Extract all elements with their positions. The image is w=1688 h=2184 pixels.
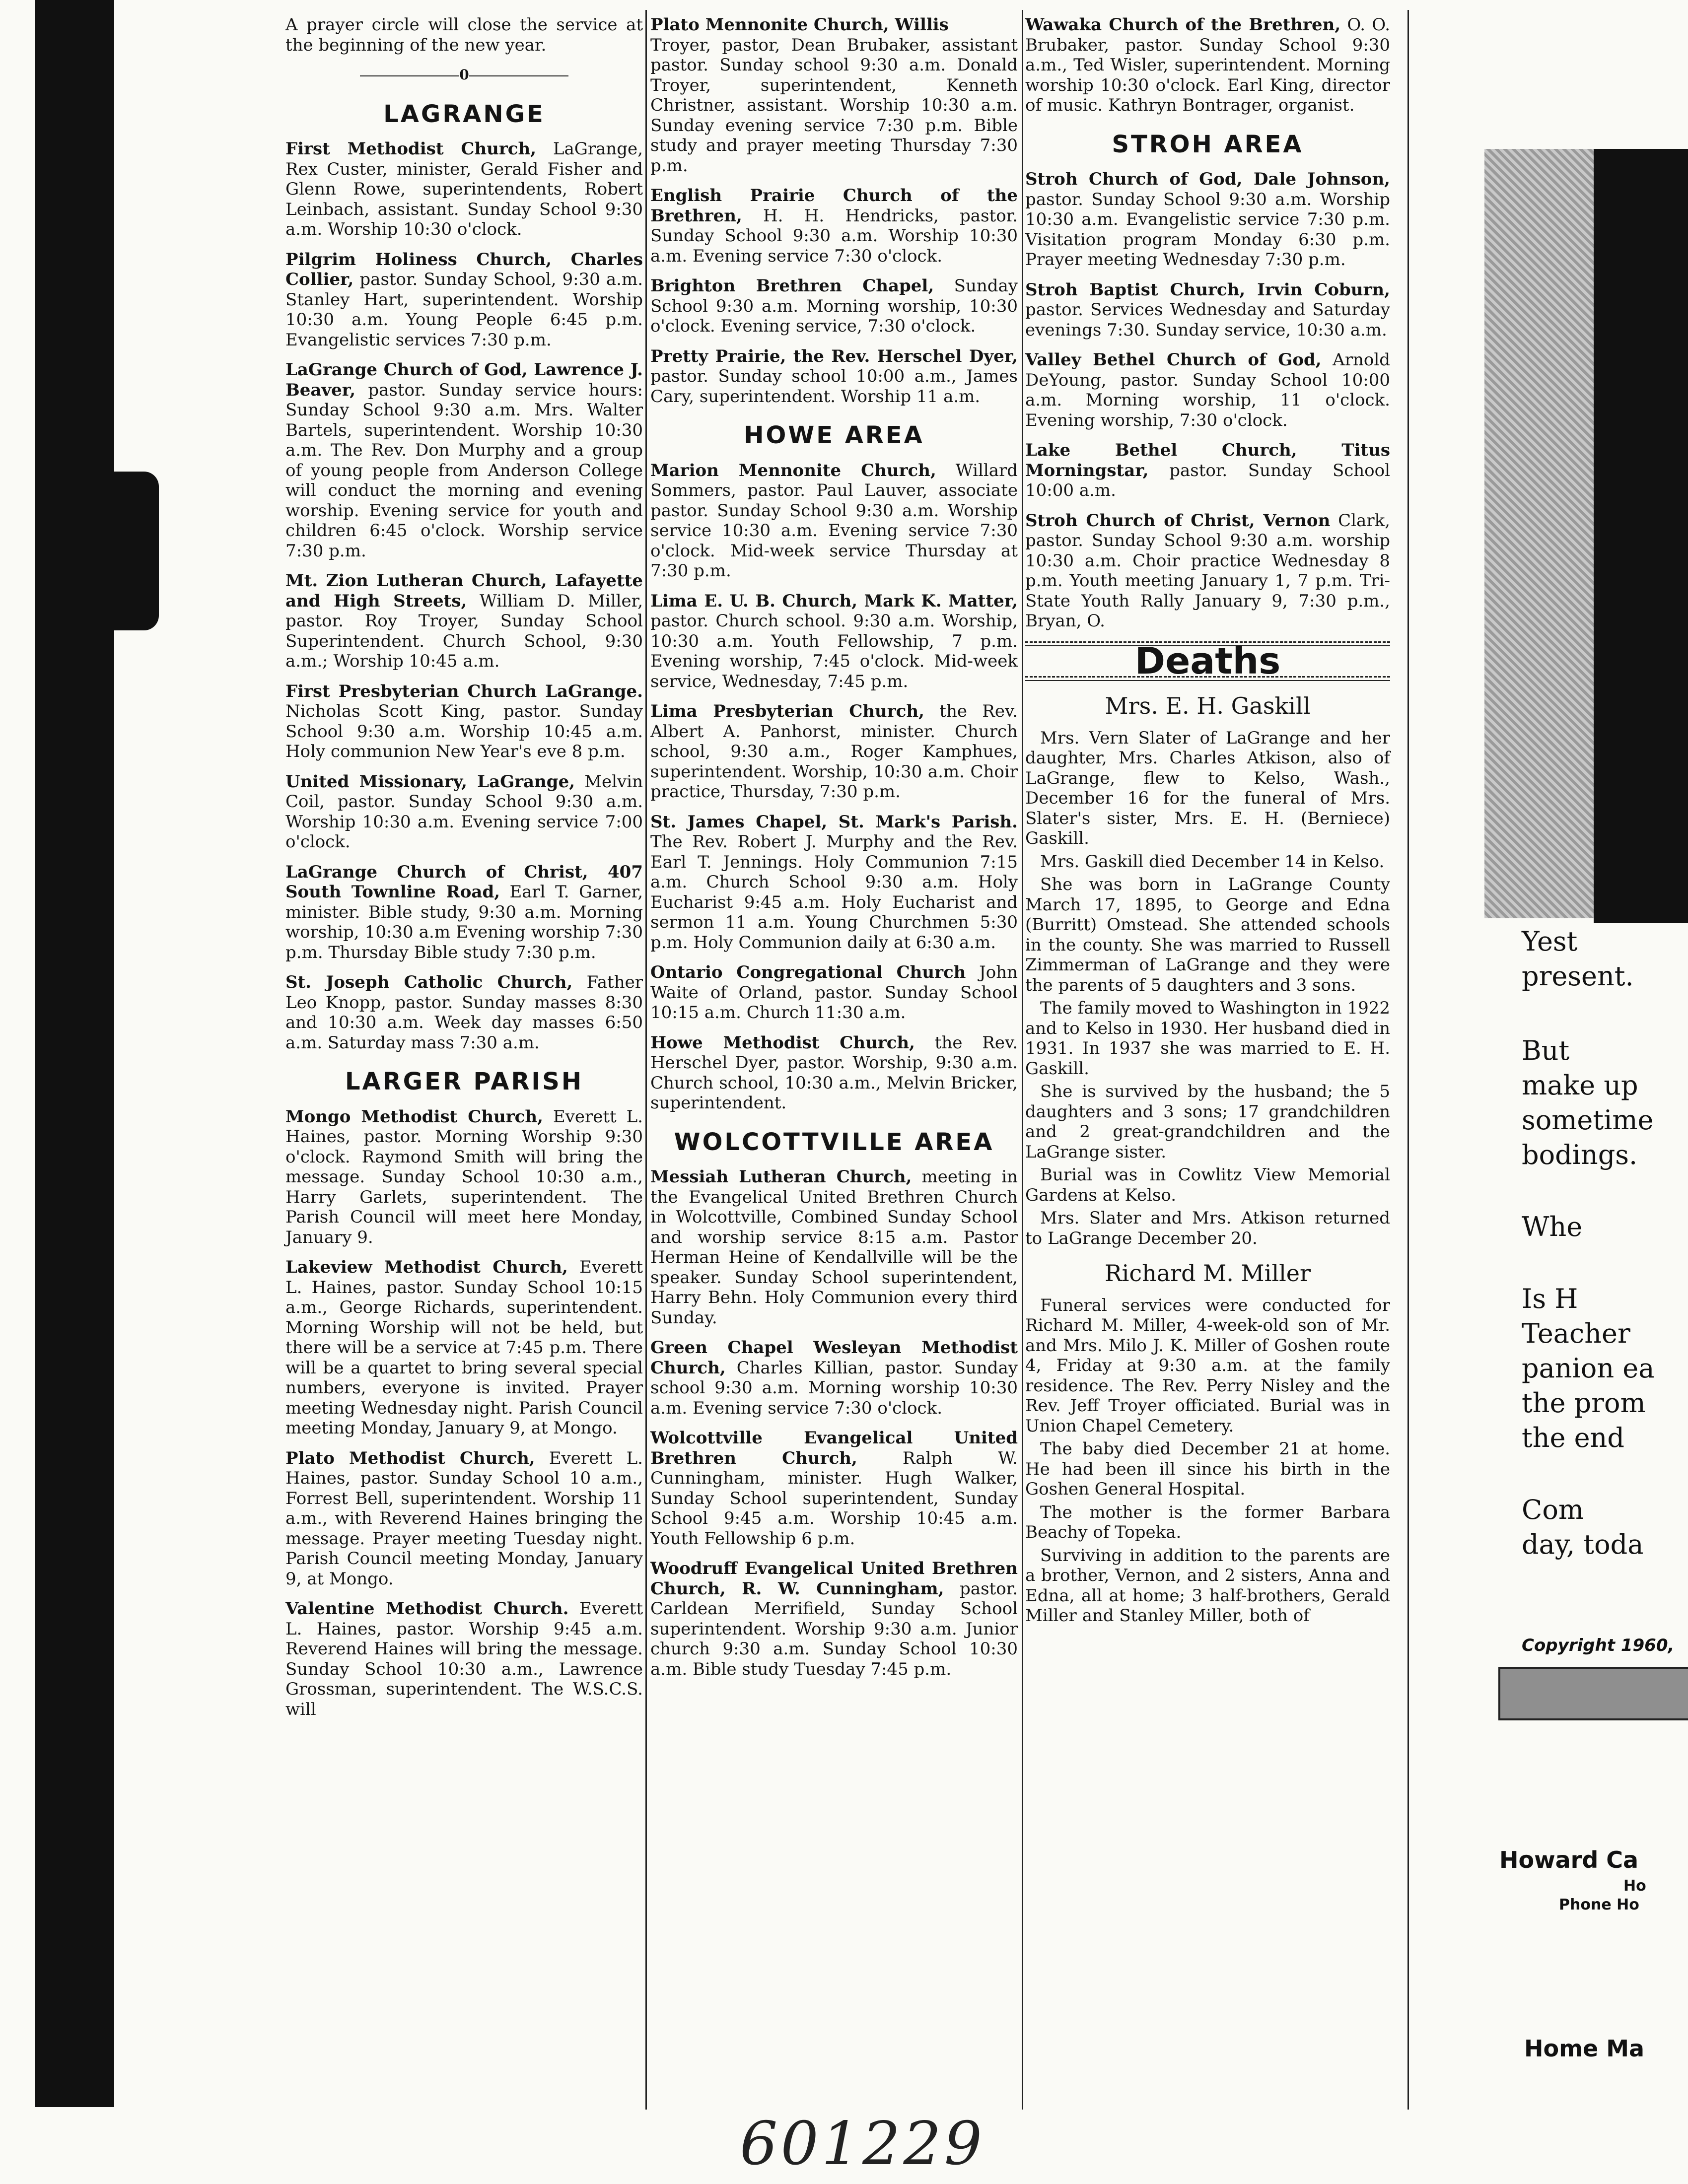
obituary-paragraph: She is survived by the husband; the 5 daughters and 3 sons; 17 grandchildren and 2 great-grandchildren and the LaGrange sister. xyxy=(1025,1082,1390,1162)
stroh-heading: STROH AREA xyxy=(1112,130,1304,158)
intro-text: A prayer circle will close the service at the beginning of the new year. xyxy=(285,15,643,55)
church-listing xyxy=(285,862,643,963)
edge-text: the prom xyxy=(1522,1387,1646,1419)
church-listings-top xyxy=(650,35,1018,407)
listing-body: John Waite of Orland, pastor. Sunday School 10:15 a.m. Church 11:30 a.m. xyxy=(650,962,1018,1023)
church-listing xyxy=(1025,169,1390,270)
advert-text: Ho xyxy=(1623,1877,1646,1895)
column-rule xyxy=(1022,10,1023,2110)
wolcottville-listings xyxy=(650,1167,1018,1679)
miller-obituary xyxy=(1025,1296,1390,1626)
listing-lead: Lakeview Methodist Church, xyxy=(285,1257,568,1277)
listing-body: Ralph W. Cunningham, minister. Hugh Walker, Sunday School superintendent, Sunday School 9:45 a.m. Worship 10:45 a.m. Youth Fellowship 6 p.m. xyxy=(650,1448,1018,1549)
larger-parish-listings xyxy=(285,1107,643,1720)
listing-lead: Lima E. U. B. Church, Mark K. Matter, xyxy=(650,591,1018,611)
church-listing xyxy=(650,1033,1018,1113)
advert-text: Howard Ca xyxy=(1499,1846,1639,1873)
listing-lead: First Presbyterian Church LaGrange. xyxy=(285,681,643,701)
adjacent-page-edge xyxy=(1415,0,1688,2184)
listing-lead: Green Chapel Wesleyan Methodist Church, xyxy=(650,1338,1018,1378)
listing-lead: Lima Presbyterian Church, xyxy=(650,701,924,721)
listing-lead: Plato Methodist Church, xyxy=(285,1448,535,1468)
scan-margin-bar xyxy=(35,0,114,2107)
edge-text: Is H xyxy=(1522,1283,1578,1314)
church-listing xyxy=(1025,280,1390,341)
listing-body: pastor. Services Wednesday and Saturday evenings 7:30. Sunday service, 10:30 a.m. xyxy=(1025,300,1390,340)
obituary-paragraph: Mrs. Gaskill died December 14 in Kelso. xyxy=(1040,851,1385,872)
church-listing xyxy=(650,276,1018,337)
obituary-paragraph: Funeral services were conducted for Richard M. Miller, 4-week-old son of Mr. and Mrs. Milo J. K. Miller of Goshen route 4, Friday at 9:30 a.m. at the family residence. The Rev. Perry Nisley and the Rev. Jeff Troyer officiated. Burial was in Union Chapel Cemetery. xyxy=(1025,1295,1390,1436)
listing-body: Father Leo Knopp, pastor. Sunday masses 8:30 and 10:30 a.m. Week day masses 6:50 a.m. Saturday mass 7:30 a.m. xyxy=(285,972,643,1053)
listing-body: Everett L. Haines, pastor. Sunday School 10:15 a.m., George Richards, superintendent. Morning Worship will not be held, but there will be a service at 7:45 p.m. There will be a quartet to bring several special numbers, everyone is invited. Prayer meeting Wednesday night. Parish Council meeting Monday, January 9, at Mongo. xyxy=(285,1257,643,1438)
edge-text: panion ea xyxy=(1522,1353,1655,1384)
edge-text: Whe xyxy=(1522,1211,1583,1242)
listing-lead: Wolcottville Evangelical United Brethren Church, xyxy=(650,1428,1018,1468)
listing-body: pastor. Sunday School 9:30 a.m. Worship 10:30 a.m. Evangelistic service 7:30 p.m. Visitation program Monday 6:30 p.m. Prayer meeting Wednesday 7:30 p.m. xyxy=(1025,189,1390,270)
howe-listings xyxy=(650,461,1018,1113)
listing-lead: Marion Mennonite Church, xyxy=(650,460,936,480)
larger-parish-heading: LARGER PARISH xyxy=(345,1068,584,1095)
listing-lead: Valley Bethel Church of God, xyxy=(1025,350,1322,370)
listing-lead: LaGrange Church of God, Lawrence J. Beaver, xyxy=(285,360,643,400)
listing-body: Willard Sommers, pastor. Paul Lauver, associate pastor. Sunday School 9:30 a.m. Worship service 10:30 a.m. Evening service 7:30 o'clock. Mid-week service Thursday at 7:30 p.m. xyxy=(650,460,1018,581)
listing-body: Earl T. Garner, minister. Bible study, 9:30 a.m. Morning worship, 10:30 a.m Evening worship 7:30 p.m. Thursday Bible study 7:30 p.m. xyxy=(285,882,643,962)
church-listing xyxy=(1025,440,1390,501)
edge-text: day, toda xyxy=(1522,1529,1644,1560)
column-rule xyxy=(1407,10,1409,2110)
listing-lead: LaGrange Church of Christ, 407 South Townline Road, xyxy=(285,862,643,902)
listing-body: pastor. Sunday School, 9:30 a.m. Stanley Hart, superintendent. Worship 10:30 a.m. Young People 6:45 p.m. Evangelistic services 7:30 p.m. xyxy=(285,270,643,350)
cut-off-listing-head: Plato Mennonite Church, Willis xyxy=(650,15,949,35)
wolcottville-heading: WOLCOTTVILLE AREA xyxy=(674,1128,994,1156)
column-2 xyxy=(650,15,1018,1689)
edge-text: Com xyxy=(1522,1494,1584,1525)
listing-body: Everett L. Haines, pastor. Sunday School 10 a.m., Forrest Bell, superintendent. Worship 11 a.m., with Reverend Haines bringing the message. Prayer meeting Tuesday night. Parish Council meeting Monday, January 9, at Mongo. xyxy=(285,1448,643,1589)
edge-text: the end xyxy=(1522,1422,1624,1453)
listing-body: Troyer, pastor, Dean Brubaker, assistant pastor. Sunday school 9:30 a.m. Donald Troyer, superintendent, Kenneth Christner, assistant. Worship 10:30 a.m. Sunday evening service 7:30 p.m. Bible study and prayer meeting Thursday 7:30 p.m. xyxy=(650,35,1018,176)
obituary-paragraph: The family moved to Washington in 1922 and to Kelso in 1930. Her husband died in 1931. In 1937 she was married to E. H. Gaskill. xyxy=(1025,998,1391,1079)
church-listing xyxy=(1025,511,1390,631)
headline-block xyxy=(1594,149,1688,923)
church-listing xyxy=(285,250,643,350)
obituary-name: Mrs. E. H. Gaskill xyxy=(1105,692,1311,719)
listing-body: pastor. Sunday service hours: Sunday School 9:30 a.m. Mrs. Walter Bartels, superintendent. Worship 10:30 a.m. The Rev. Don Murphy and a group of young people from Anderson College will conduct the morning and evening worship. Evening service for youth and children 6:45 o'clock. Worship service 7:30 p.m. xyxy=(285,380,643,561)
listing-body: William D. Miller, pastor. Roy Troyer, Sunday School Superintendent. Church School, 9:30 a.m.; Worship 10:45 a.m. xyxy=(285,591,643,671)
listing-body: H. H. Hendricks, pastor. Sunday School 9:30 a.m. Worship 10:30 a.m. Evening service 7:30 o'clock. xyxy=(650,205,1018,266)
edge-text: present. xyxy=(1522,960,1634,992)
church-listing xyxy=(650,1167,1018,1328)
church-listings-top xyxy=(1025,15,1390,116)
advert-text: Home Ma xyxy=(1524,2035,1645,2062)
listing-body: the Rev. Herschel Dyer, pastor. Worship, 9:30 a.m. Church school, 10:30 a.m., Melvin Bricker, superintendent. xyxy=(650,1032,1018,1113)
church-listing xyxy=(285,772,643,852)
shaded-bar xyxy=(1498,1667,1688,1720)
church-listing xyxy=(285,1599,643,1719)
listing-lead: Pretty Prairie, the Rev. Herschel Dyer, xyxy=(650,346,1018,366)
listing-body: Clark, pastor. Sunday School 9:30 a.m. worship 10:30 a.m. Choir practice Wednesday 8 p.m. Youth meeting January 1, 7 p.m. Tri-State Youth Rally January 9, 7:30 p.m., Bryan, O. xyxy=(1025,510,1390,631)
deaths-banner xyxy=(1025,641,1390,682)
edge-text: bodings. xyxy=(1522,1139,1638,1170)
church-listing xyxy=(285,682,643,762)
listing-body: Everett L. Haines, pastor. Worship 9:45 a.m. Reverend Haines will bring the message. Sunday School 10:30 a.m., Lawrence Grossman, superintendent. The W.S.C.S. will xyxy=(285,1599,643,1719)
listing-lead: English Prairie Church of the Brethren, xyxy=(650,186,1018,226)
obituary-paragraph: The baby died December 21 at home. He had been ill since his birth in the Goshen General Hospital. xyxy=(1025,1439,1390,1499)
obituary-name: Richard M. Miller xyxy=(1104,1260,1311,1287)
listing-lead: First Methodist Church, xyxy=(285,139,537,159)
listing-lead: Stroh Baptist Church, Irvin Coburn, xyxy=(1025,279,1390,300)
church-listing xyxy=(285,972,643,1053)
listing-lead: Stroh Church of God, Dale Johnson, xyxy=(1025,169,1390,189)
listing-body: LaGrange, Rex Custer, minister, Gerald Fisher and Glenn Rowe, superintendents, Robert Leinbach, assistant. Sunday School 9:30 a.m. Worship 10:30 o'clock. xyxy=(285,139,643,239)
column-3 xyxy=(1025,15,1390,1629)
listing-lead: Ontario Congregational Church xyxy=(650,962,966,982)
obituary-paragraph: The mother is the former Barbara Beachy of Topeka. xyxy=(1025,1502,1390,1542)
obituary-paragraph: Burial was in Cowlitz View Memorial Gardens at Kelso. xyxy=(1025,1165,1390,1205)
section-divider: 0 xyxy=(285,65,643,85)
deaths-heading: Deaths xyxy=(1134,639,1281,682)
obituary-paragraph: Mrs. Vern Slater of LaGrange and her daughter, Mrs. Charles Atkison, also of LaGrange, flew to Kelso, Wash., December 16 for the funeral of Mrs. Slater's sister, Mrs. E. H. (Berniece) Gaskill. xyxy=(1025,728,1390,848)
church-listing xyxy=(650,812,1018,953)
listing-lead: Messiah Lutheran Church, xyxy=(650,1167,912,1187)
church-listing xyxy=(1025,15,1390,116)
listing-lead: Mt. Zion Lutheran Church, Lafayette and High Streets, xyxy=(285,571,643,611)
lagrange-heading: LAGRANGE xyxy=(383,100,545,128)
listing-body: pastor. Church school. 9:30 a.m. Worship, 10:30 a.m. Youth Fellowship, 7 p.m. Evening worship, 7:45 o'clock. Mid-week service, Wednesday, 7:45 p.m. xyxy=(650,611,1018,691)
listing-body: Sunday School 9:30 a.m. Morning worship, 10:30 o'clock. Evening service, 7:30 o'clock. xyxy=(650,276,1018,336)
church-listing xyxy=(650,1559,1018,1679)
advert-text: Phone Ho xyxy=(1559,1896,1639,1913)
church-listing xyxy=(285,1107,643,1248)
listing-lead: United Missionary, LaGrange, xyxy=(285,771,575,792)
edge-text: Teacher xyxy=(1522,1318,1630,1349)
listing-lead: St. Joseph Catholic Church, xyxy=(285,972,573,992)
edge-text: sometime xyxy=(1522,1104,1654,1136)
listing-lead: Howe Methodist Church, xyxy=(650,1032,915,1053)
church-listing xyxy=(650,461,1018,581)
edge-text: make up xyxy=(1522,1070,1638,1101)
listing-body: Melvin Coil, pastor. Sunday School 9:30 a.m. Worship 10:30 a.m. Evening service 7:00 o'clock. xyxy=(285,771,643,852)
listing-lead: St. James Chapel, St. Mark's Parish. xyxy=(650,812,1018,832)
lagrange-listings xyxy=(285,139,643,1053)
edge-text: Yest xyxy=(1522,926,1578,957)
obituary-paragraph: She was born in LaGrange County March 17, 1895, to George and Edna (Burritt) Omstead. She attended schools in the county. She was married to Russell Zimmerman of LaGrange and they were the parents of 5 daughters and 3 sons. xyxy=(1025,875,1390,995)
church-listing xyxy=(650,591,1018,692)
obituary-paragraph: Mrs. Slater and Mrs. Atkison returned to LaGrange December 20. xyxy=(1025,1208,1390,1248)
church-listing xyxy=(285,571,643,672)
church-listing xyxy=(285,1257,643,1438)
listing-body: pastor. Sunday School 10:00 a.m. xyxy=(1025,460,1390,500)
listing-body: Everett L. Haines, pastor. Morning Worship 9:30 o'clock. Raymond Smith will bring the message. Sunday School 10:30 a.m., Harry Garlets, superintendent. The Parish Council will meet here Monday, January 9. xyxy=(285,1106,643,1247)
handwritten-note: 601229 xyxy=(740,2110,985,2179)
gaskill-obituary xyxy=(1025,728,1390,1249)
church-listing xyxy=(650,186,1018,266)
listing-lead: Stroh Church of Christ, Vernon xyxy=(1025,510,1331,531)
listing-body: Arnold DeYoung, pastor. Sunday School 10:00 a.m. Morning worship, 11 o'clock. Evening worship, 7:30 o'clock. xyxy=(1025,350,1390,430)
listing-body: O. O. Brubaker, pastor. Sunday School 9:30 a.m., Ted Wisler, superintendent. Morning worship 10:30 o'clock. Earl King, director of music. Kathryn Bontrager, organist. xyxy=(1025,15,1390,115)
church-listing xyxy=(650,701,1018,802)
church-listing xyxy=(285,1448,643,1589)
listing-lead: Lake Bethel Church, Titus Morningstar, xyxy=(1025,440,1390,480)
listing-lead: Wawaka Church of the Brethren, xyxy=(1025,15,1341,35)
scan-margin-tab xyxy=(99,472,159,630)
listing-body: Nicholas Scott King, pastor. Sunday School 9:30 a.m. Worship 10:45 a.m. Holy communion New Year's eve 8 p.m. xyxy=(285,701,643,761)
edge-text: But xyxy=(1522,1035,1570,1066)
listing-lead: Pilgrim Holiness Church, Charles Collier, xyxy=(285,249,643,289)
howe-heading: HOWE AREA xyxy=(744,421,924,449)
church-listing xyxy=(650,1428,1018,1549)
listing-body: Charles Killian, pastor. Sunday school 9:30 a.m. Morning worship 10:30 a.m. Evening service 7:30 o'clock. xyxy=(650,1358,1018,1418)
listing-lead: Valentine Methodist Church. xyxy=(285,1599,569,1619)
listing-lead: Woodruff Evangelical United Brethren Church, R. W. Cunningham, xyxy=(650,1559,1018,1599)
church-listing xyxy=(650,962,1018,1023)
listing-body: meeting in the Evangelical United Brethren Church in Wolcottville, Combined Sunday School and worship service 8:15 a.m. Pastor Herman Heine of Kendallville will be the speaker. Sunday School superintendent, Harry Behn. Holy Communion every third Sunday. xyxy=(650,1167,1018,1328)
copyright-text: Copyright 1960, xyxy=(1522,1636,1675,1655)
church-listing xyxy=(1025,350,1390,430)
column-rule xyxy=(645,10,647,2110)
listing-body: the Rev. Albert A. Panhorst, minister. Church school, 9:30 a.m., Roger Kamphues, superintendent. Worship, 10:30 a.m. Choir practice, Thursday, 7:30 p.m. xyxy=(650,701,1018,802)
listing-lead: Mongo Methodist Church, xyxy=(285,1106,543,1127)
church-listing xyxy=(650,1338,1018,1418)
listing-body: The Rev. Robert J. Murphy and the Rev. Earl T. Jennings. Holy Communion 7:15 a.m. Church School 9:30 a.m. Holy Eucharist 9:45 a.m. Holy Eucharist and sermon 11 a.m. Young Churchmen 5:30 p.m. Holy Communion daily at 6:30 a.m. xyxy=(650,832,1018,953)
church-listing xyxy=(650,35,1018,176)
listing-body: pastor. Carldean Merrifield, Sunday School superintendent. Worship 9:30 a.m. Junior church 9:30 a.m. Sunday School 10:30 a.m. Bible study Tuesday 7:45 p.m. xyxy=(650,1578,1018,1679)
obituary-paragraph: Surviving in addition to the parents are a brother, Vernon, and 2 sisters, Anna and Edna, all at home; 3 half-brothers, Gerald Miller and Stanley Miller, both of xyxy=(1025,1545,1390,1626)
column-1 xyxy=(285,15,643,1729)
church-listing xyxy=(285,139,643,240)
listing-lead: Brighton Brethren Chapel, xyxy=(650,276,934,296)
listing-body: pastor. Sunday school 10:00 a.m., James Cary, superintendent. Worship 11 a.m. xyxy=(650,366,1018,407)
church-listing xyxy=(650,346,1018,407)
stroh-listings xyxy=(1025,169,1390,631)
church-listing xyxy=(285,360,643,561)
